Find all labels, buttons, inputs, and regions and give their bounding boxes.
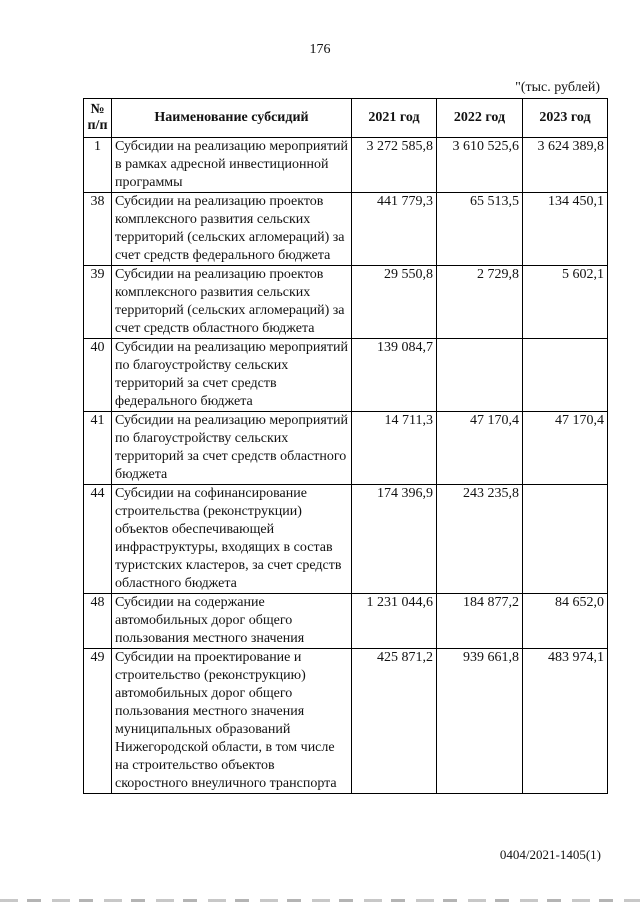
subsidy-name: Субсидии на реализацию мероприятий в рамках адресной инвестиционной программы — [112, 138, 352, 193]
subsidies-table — [83, 98, 608, 794]
subsidy-name: Субсидии на реализацию проектов комплексного развития сельских территорий (сельских агломераций) за счет средств федерального бюджета — [112, 193, 352, 266]
table-row — [84, 594, 608, 649]
subsidy-name: Субсидии на содержание автомобильных дорог общего пользования местного значения — [112, 594, 352, 649]
value-2021: 425 871,2 — [352, 649, 437, 794]
header-num: № п/п — [84, 99, 112, 138]
value-2021: 441 779,3 — [352, 193, 437, 266]
units-note: "(тыс. рублей) — [515, 80, 600, 95]
value-2023: 5 602,1 — [523, 266, 608, 339]
table-header-row — [84, 99, 608, 138]
page-number: 176 — [309, 42, 331, 57]
subsidy-name: Субсидии на реализацию проектов комплексного развития сельских территорий (сельских агломераций) за счет средств областного бюджета — [112, 266, 352, 339]
subsidy-name: Субсидии на проектирование и строительство (реконструкцию) автомобильных дорог общего пользования местного значения муниципальных образований Нижегородской области, в том числе на строительство объектов скоростного внеуличного транспорта — [112, 649, 352, 794]
header-2021: 2021 год — [352, 99, 437, 138]
row-number: 40 — [84, 339, 112, 412]
value-2022 — [437, 339, 523, 412]
value-2021: 29 550,8 — [352, 266, 437, 339]
value-2023 — [523, 339, 608, 412]
table-row — [84, 485, 608, 594]
subsidy-name: Субсидии на софинансирование строительства (реконструкции) объектов обеспечивающей инфраструктуры, входящих в состав туристских кластеров, за счет средств областного бюджета — [112, 485, 352, 594]
value-2023: 84 652,0 — [523, 594, 608, 649]
header-name: Наименование субсидий — [112, 99, 352, 138]
row-number: 38 — [84, 193, 112, 266]
value-2022: 243 235,8 — [437, 485, 523, 594]
row-number: 44 — [84, 485, 112, 594]
header-2023: 2023 год — [523, 99, 608, 138]
value-2022: 184 877,2 — [437, 594, 523, 649]
value-2023 — [523, 485, 608, 594]
value-2022: 65 513,5 — [437, 193, 523, 266]
value-2021: 1 231 044,6 — [352, 594, 437, 649]
value-2022: 2 729,8 — [437, 266, 523, 339]
table-row — [84, 193, 608, 266]
row-number: 39 — [84, 266, 112, 339]
value-2023: 483 974,1 — [523, 649, 608, 794]
value-2021: 174 396,9 — [352, 485, 437, 594]
table-row — [84, 412, 608, 485]
row-number: 1 — [84, 138, 112, 193]
value-2022: 47 170,4 — [437, 412, 523, 485]
document-code: 0404/2021-1405(1) — [499, 847, 601, 862]
table-row — [84, 339, 608, 412]
scan-edge-marks — [0, 899, 640, 902]
value-2023: 3 624 389,8 — [523, 138, 608, 193]
header-2022: 2022 год — [437, 99, 523, 138]
value-2022: 3 610 525,6 — [437, 138, 523, 193]
value-2023: 134 450,1 — [523, 193, 608, 266]
table-row — [84, 649, 608, 794]
row-number: 41 — [84, 412, 112, 485]
value-2022: 939 661,8 — [437, 649, 523, 794]
value-2023: 47 170,4 — [523, 412, 608, 485]
value-2021: 139 084,7 — [352, 339, 437, 412]
value-2021: 3 272 585,8 — [352, 138, 437, 193]
subsidy-name: Субсидии на реализацию мероприятий по благоустройству сельских территорий за счет средств федерального бюджета — [112, 339, 352, 412]
table-row — [84, 138, 608, 193]
value-2021: 14 711,3 — [352, 412, 437, 485]
row-number: 48 — [84, 594, 112, 649]
subsidy-name: Субсидии на реализацию мероприятий по благоустройству сельских территорий за счет средств областного бюджета — [112, 412, 352, 485]
row-number: 49 — [84, 649, 112, 794]
table-row — [84, 266, 608, 339]
